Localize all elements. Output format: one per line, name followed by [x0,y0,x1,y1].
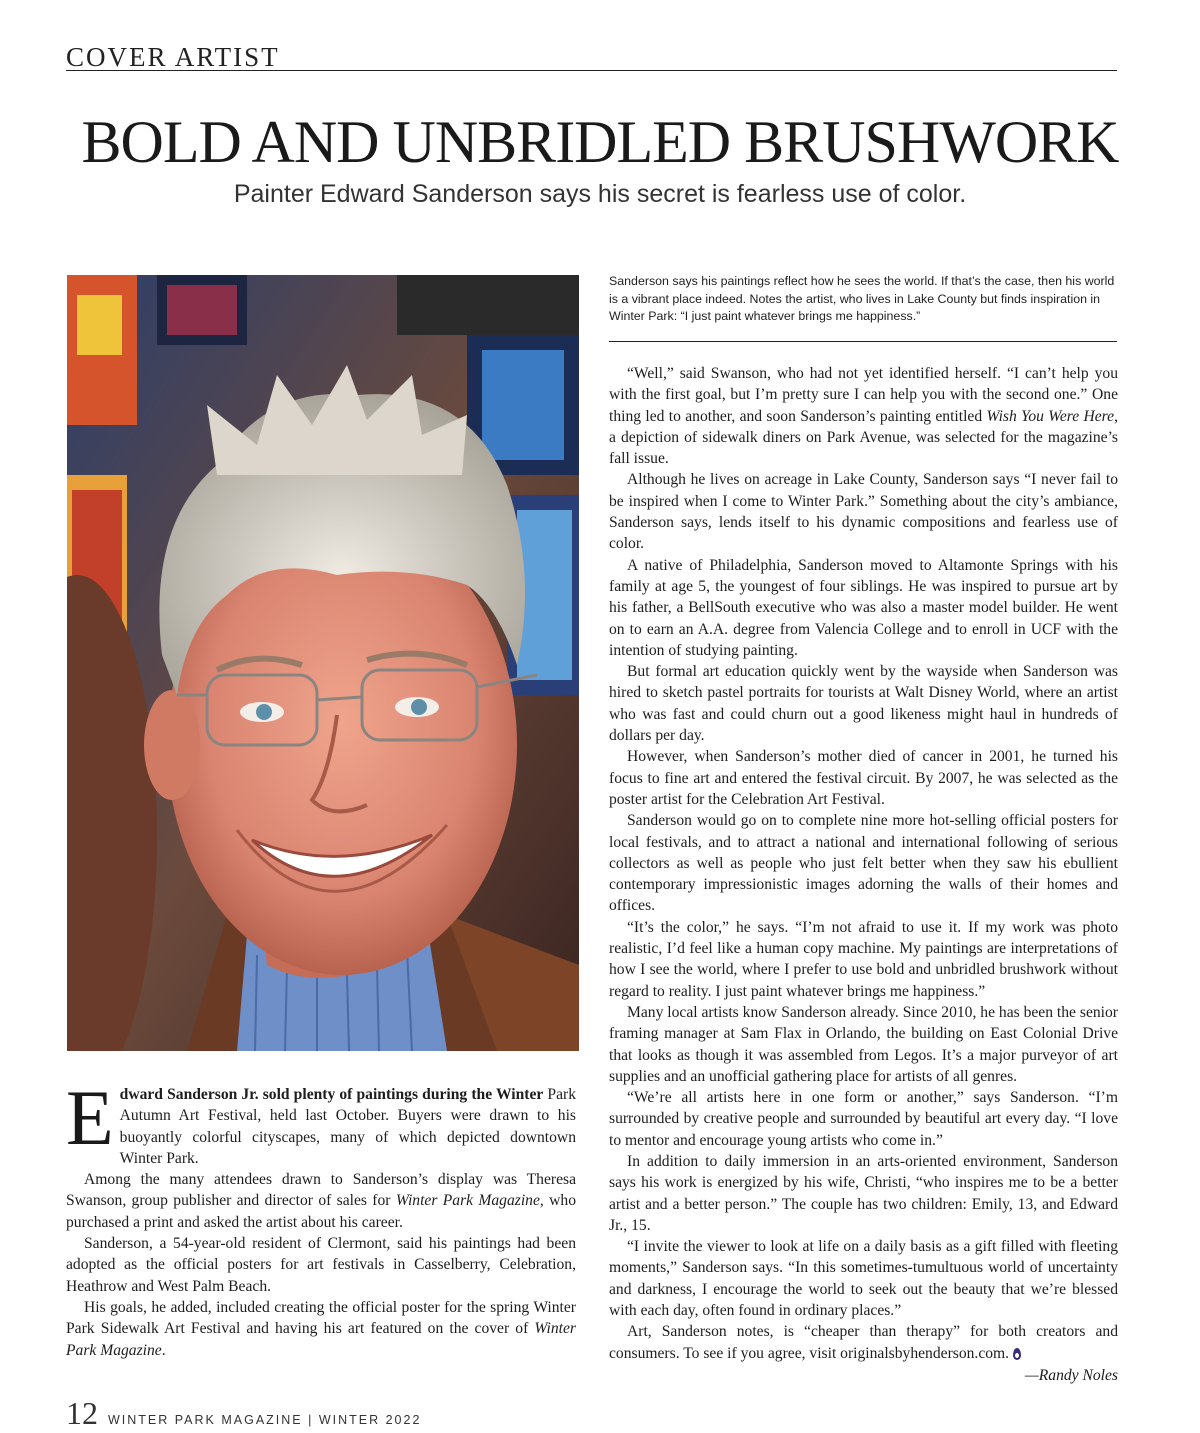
paragraph: Although he lives on acreage in Lake County, Sanderson says “I never fail to be inspired when I come to Winter Park.” Something about the city’s ambiance, Sanderson says, lends itself to his dynamic compositions and fearless use of color. [609,471,1118,553]
artist-portrait-photo [67,275,579,1051]
paragraph: “We’re all artists here in one form or another,” says Sanderson. “I’m surrounded by creative people and surrounded by beautiful art every day. “I love to mentor and encourage young artists who come in.” [609,1089,1118,1149]
caption-rule [609,341,1117,342]
paragraph: His goals, he added, included creating the official poster for the spring Winter Park Sidewalk Art Festival and having his art featured on the cover of Winter Park Magazine. [66,1298,576,1359]
lead-text: Park Autumn Art Festival, held last October. Buyers were drawn to his buoyantly colorful cityscapes, many of which depicted downtown Winter Park. [119,1086,577,1167]
paragraph: “It’s the color,” he says. “I’m not afraid to use it. If my work was photo realistic, I’d feel like a human copy machine. My paintings are interpretations of how I see the world, where I prefer to use bold and unbridled brushwork without regard to reality. I just paint whatever brings me happiness.” [609,918,1118,1000]
section-label: COVER ARTIST [66,42,280,72]
paragraph: Many local artists know Sanderson already. Since 2010, he has been the senior framing manager at Sam Flax in Orlando, the building on East Colonial Drive that looks as though it was assembled from Legos. It’s a major purveyor of art supplies and an unofficial gathering place for artists of all genres. [609,1003,1118,1085]
page-footer [66,1395,421,1432]
paragraph: But formal art education quickly went by the wayside when Sanderson was hired to sketch pastel portraits for tourists at Walt Disney World, where an artist who was fast and could churn out a good likeness might haul in hundreds of dollars per day. [609,663,1118,745]
publication-name: WINTER PARK MAGAZINE | WINTER 2022 [108,1413,422,1427]
article-column-left [66,1074,577,1361]
paragraph: Sanderson would go on to complete nine more hot-selling official posters for local festivals, and to attract a national and international following of serious collectors as well as people who just felt better when they saw his ebullient contemporary impressionistic images adorning the walls of their homes and offices. [609,812,1118,915]
closing-paragraph: Art, Sanderson notes, is “cheaper than therapy” for both creators and consumers. To see if you agree, visit originalsbyhenderson.com. [609,1323,1118,1362]
paragraph: A native of Philadelphia, Sanderson moved to Altamonte Springs with his family at age 5, the youngest of four siblings. He was inspired to pursue art by his father, a BellSouth executive who was also a master model builder. He went on to earn an A.A. degree from Valencia College and to enroll in UCF with the intention of studying painting. [609,556,1118,659]
photo-caption: Sanderson says his paintings reflect how he sees the world. If that’s the case, then his world is a vibrant place indeed. Notes the artist, who lives in Lake County but finds inspiration in Winter Park: “I just paint whatever brings me happiness.” [609,274,1115,324]
paragraph: Among the many attendees drawn to Sanderson’s display was Theresa Swanson, group publisher and director of sales for Winter Park Magazine, who purchased a print and asked the artist about his career. [66,1171,576,1231]
headline: BOLD AND UNBRIDLED BRUSHWORK [81,109,1119,175]
end-mark-icon [1013,1348,1021,1360]
paragraph: However, when Sanderson’s mother died of cancer in 2001, he turned his focus to fine art and entered the festival circuit. By 2007, he was selected as the poster artist for the Celebration Art Festival. [609,748,1118,808]
paragraph: In addition to daily immersion in an arts-oriented environment, Sanderson says his work is energized by his wife, Christi, “who inspires me to be a better artist and a better person.” The couple has two children: Emily, 13, and Edward Jr., 15. [609,1152,1118,1234]
article-column-right [609,363,1118,1386]
subhead: Painter Edward Sanderson says his secret is fearless use of color. [233,180,967,208]
drop-cap: E [66,1074,114,1161]
paragraph: “Well,” said Swanson, who had not yet identified herself. “I can’t help you with the first goal, but I’m pretty sure I can help you with the second one.” One thing led to another, and soon Sanderson’s painting entitled Wish You Were Here, a depiction of sidewalk diners on Park Avenue, was selected for the magazine’s fall issue. [609,365,1118,468]
paragraph: Sanderson, a 54-year-old resident of Clermont, said his paintings had been adopted as the official posters for art festivals in Casselberry, Celebration, Heathrow and West Palm Beach. [66,1235,576,1295]
page-number: 12 [66,1395,98,1431]
lead-paragraph [66,1074,577,1169]
lead-bold-text: dward Sanderson Jr. sold plenty of paintings during the Winter [119,1086,544,1103]
header-rule [66,70,1117,71]
byline: —Randy Noles [1024,1366,1118,1384]
paragraph: “I invite the viewer to look at life on a daily basis as a gift filled with fleeting moments,” Sanderson says. “In this sometimes-tumultuous world of uncertainty and darkness, I encourage the world to seek out the beauty that we’re blessed with each day, often found in ordinary places.” [609,1238,1118,1320]
